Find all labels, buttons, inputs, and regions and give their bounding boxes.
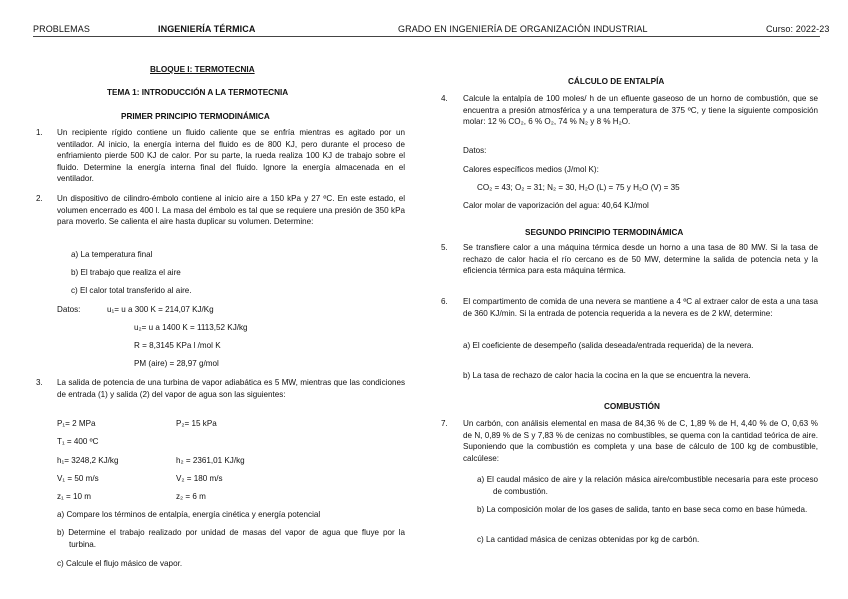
problem-4-number: 4. — [441, 94, 448, 103]
problem-3-text: La salida de potencia de una turbina de vapor adiabática es 5 MW, mientras que las condiciones de entrada (1) y salida (2) del vapor de agua son las siguientes: — [57, 378, 405, 399]
problem-6-number: 6. — [441, 297, 448, 306]
header-degree: GRADO EN INGENIERÍA DE ORGANIZACIÓN INDUSTRIAL — [398, 24, 648, 34]
problem-3-item-a: a) Compare los términos de entalpía, energía cinética y energía potencial — [57, 510, 321, 519]
problem-3-v1: V₁ = 50 m/s — [57, 474, 99, 483]
problem-1-number: 1. — [36, 128, 43, 137]
problem-2-item-a: a) La temperatura final — [71, 250, 153, 259]
second-law-title: SEGUNDO PRINCIPIO TERMODINÁMICA — [525, 228, 684, 237]
problem-2-item-c: c) El calor total transferido al aire. — [71, 286, 192, 295]
problem-3-v2: V₂ = 180 m/s — [176, 474, 223, 483]
problem-1-text: Un recipiente rígido contiene un fluido caliente que se enfría mientras es agitado por un ventilador. Al inicio, la energía interna del fluido es de 800 KJ, pero durante el proceso de enfriamiento pierde 500 KJ de calor. Por su parte, la rueda realiza 100 KJ de trabajo sobre el fluido. Determine la energía interna final del fluido. Ignore la energía almacenada en el ventilador. — [57, 128, 405, 184]
problem-2-data-label: Datos: — [57, 305, 81, 314]
problem-3-number: 3. — [36, 378, 43, 387]
problem-3-z1: z₁ = 10 m — [57, 492, 91, 501]
problem-7-item-a: a) El caudal másico de aire y la relación másica aire/combustible necesaria para este proceso de combustión. — [477, 475, 818, 496]
header-course: Curso: 2022-23 — [766, 24, 830, 34]
problem-4-cp-values: CO₂ = 43; O₂ = 31; N₂ = 30, H₂O (L) = 75 y H₂O (V) = 35 — [477, 183, 680, 192]
problem-6-item-a: a) El coeficiente de desempeño (salida deseada/entrada requerida) de la nevera. — [463, 341, 754, 350]
problem-6-text: El compartimento de comida de una nevera se mantiene a 4 ºC al extraer calor de esta a una tasa de 360 KJ/min. Si la entrada de potencia requerida a la nevera es de 2 kW, determine: — [463, 297, 818, 318]
problem-3-z2: z₂ = 6 m — [176, 492, 206, 501]
problem-2-item-b: b) El trabajo que realiza el aire — [71, 268, 181, 277]
topic-title: TEMA 1: INTRODUCCIÓN A LA TERMOTECNIA — [107, 88, 289, 97]
header-left: PROBLEMAS — [33, 24, 90, 34]
combustion-title: COMBUSTIÓN — [604, 402, 660, 411]
problem-4-data-label: Datos: — [463, 146, 487, 155]
problem-2-number: 2. — [36, 194, 43, 203]
problem-3-h1: h₁= 3248,2 KJ/kg — [57, 456, 119, 465]
problem-4-cp-label: Calores específicos medios (J/mol K): — [463, 165, 599, 174]
problem-5-number: 5. — [441, 243, 448, 252]
problem-2-data-u2: u₂= u a 1400 K = 1113,52 KJ/kg — [134, 323, 248, 332]
problem-7-item-c: c) La cantidad másica de cenizas obtenidas por kg de carbón. — [477, 535, 700, 544]
problem-4-text: Calcule la entalpía de 100 moles/ h de un efluente gaseoso de un horno de combustión, que se encuentra a presión atmosférica y a una temperatura de 375 ºC, y tiene la siguiente composición molar: 12 % CO₂, 6 % O₂, 74 % N₂ y 8 % H₂O. — [463, 94, 818, 127]
problem-7-number: 7. — [441, 419, 448, 428]
problem-3-p2: P₂= 15 kPa — [176, 419, 217, 428]
problem-2-text: Un dispositivo de cilindro-émbolo contiene al inicio aire a 150 kPa y 27 ºC. En este estado, el volumen encerrado es 400 l. La masa del émbolo es tal que se requiere una presión de 350 kPa para moverlo. Se calienta el aire hasta duplicar su volumen. Determine: — [57, 194, 405, 227]
problem-3-item-b: b) Determine el trabajo realizado por unidad de masas del vapor de agua que fluye por la turbina. — [57, 528, 405, 549]
problem-3-t1: T₁ = 400 ºC — [57, 437, 99, 446]
problem-7-item-b: b) La composición molar de los gases de salida, tanto en base seca como en base húmeda. — [477, 505, 808, 514]
first-law-title: PRIMER PRINCIPIO TERMODINÁMICA — [121, 112, 270, 121]
problem-3-p1: P₁= 2 MPa — [57, 419, 96, 428]
problem-3-h2: h₂ = 2361,01 KJ/kg — [176, 456, 245, 465]
problem-7-text: Un carbón, con análisis elemental en masa de 84,36 % de C, 1,89 % de H, 4,40 % de O, 0,63 % de N, 0,89 % de S y 7,83 % de cenizas no combustibles, se quema con la cantidad teórica de aire. Suponiendo que la combustión es completa y una base de cálculo de 100 kg de combustible, calcúlese: — [463, 419, 818, 463]
problem-2-data-u1: u₁= u a 300 K = 214,07 KJ/Kg — [107, 305, 214, 314]
header-subject: INGENIERÍA TÉRMICA — [158, 24, 256, 34]
enthalpy-title: CÁLCULO DE ENTALPÍA — [568, 77, 665, 86]
problem-2-data-pm: PM (aire) = 28,97 g/mol — [134, 359, 219, 368]
problem-4-latent: Calor molar de vaporización del agua: 40,64 KJ/mol — [463, 201, 649, 210]
problem-3-item-c: c) Calcule el flujo másico de vapor. — [57, 559, 183, 568]
problem-5-text: Se transfiere calor a una máquina térmica desde un horno a una tasa de 80 MW. Si la tasa de rechazo de calor hacia el río cercano es de 50 MW, determine la salida de potencia neta y la eficiencia térmica para esta máquina térmica. — [463, 243, 818, 276]
problem-6-item-b: b) La tasa de rechazo de calor hacia la cocina en la que se encuentra la nevera. — [463, 371, 751, 380]
header-rule — [33, 36, 820, 37]
problem-2-data-r: R = 8,3145 KPa l /mol K — [134, 341, 221, 350]
block-title: BLOQUE I: TERMOTECNIA — [150, 65, 255, 74]
